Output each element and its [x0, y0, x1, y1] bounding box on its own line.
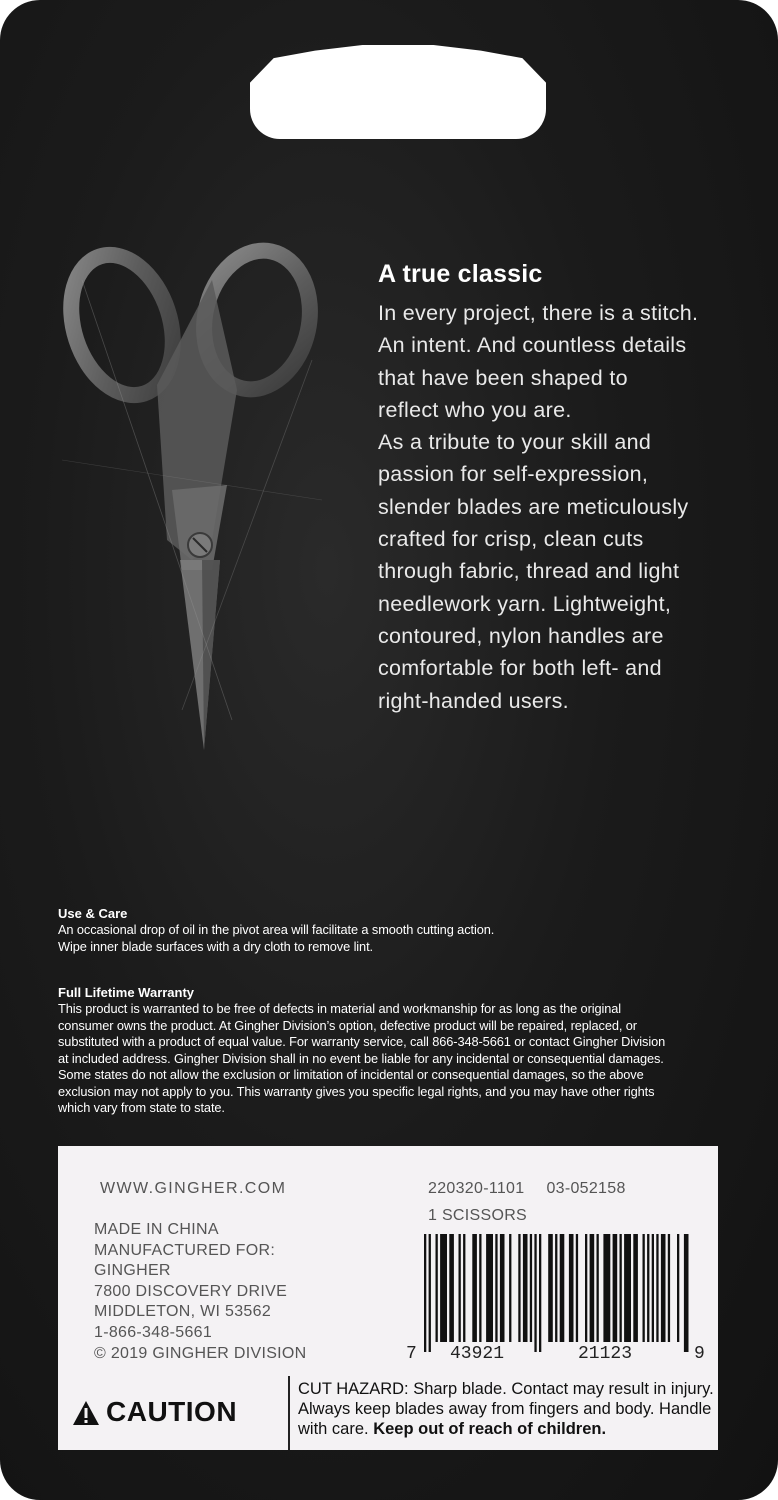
- description-line: needlework yarn. Lightweight,: [378, 591, 672, 616]
- description-paragraph-2: [378, 426, 738, 717]
- address-line: MADE IN CHINA: [94, 1221, 219, 1238]
- barcode-bar: [633, 1234, 638, 1342]
- barcode-bar: [534, 1234, 536, 1352]
- description-line: An intent. And countless details: [378, 333, 687, 358]
- description-line: As a tribute to your skill and: [378, 430, 652, 455]
- description-line: that have been shaped to: [378, 365, 628, 390]
- barcode-bar: [424, 1234, 426, 1352]
- warranty-line: exclusion may not apply to you. This warranty gives you specific legal rights, and you may have other rights: [58, 1083, 655, 1099]
- barcode-bar: [585, 1234, 587, 1342]
- description-line: In every project, there is a stitch.: [378, 301, 699, 325]
- barcode-bar: [440, 1234, 447, 1342]
- use-care-section: [58, 906, 748, 955]
- barcode-bar: [436, 1234, 438, 1342]
- hang-hole: [250, 45, 546, 139]
- manufacturer-address: [94, 1220, 307, 1364]
- barcode-digit-group: 43921: [450, 1344, 505, 1364]
- barcode-bar: [590, 1234, 595, 1342]
- caution-message: [288, 1376, 718, 1450]
- product-description: [378, 297, 738, 717]
- address-line: © 2019 GINGHER DIVISION: [94, 1344, 307, 1362]
- barcode-bar: [555, 1234, 557, 1342]
- barcode-bar: [472, 1234, 477, 1342]
- address-line: 1-866-348-5661: [94, 1323, 213, 1341]
- barcode-digit-group: 7: [406, 1344, 417, 1364]
- address-line: GINGHER: [94, 1262, 171, 1280]
- address-line: MIDDLETON, WI 53562: [94, 1303, 272, 1321]
- barcode-bar: [539, 1234, 541, 1352]
- warning-triangle-icon: [72, 1400, 100, 1426]
- address-line: MANUFACTURED FOR:: [94, 1241, 276, 1259]
- barcode-bar: [576, 1234, 578, 1342]
- barcode-bar: [548, 1234, 553, 1342]
- description-line: contoured, nylon handles are: [378, 623, 664, 648]
- description-paragraph-1: [378, 297, 738, 426]
- warranty-line: which vary from state to state.: [58, 1100, 225, 1115]
- warranty-line: Some states do not allow the exclusion or limitation of incidental or consequential damages, so the above: [58, 1067, 644, 1082]
- use-care-text: [58, 922, 748, 955]
- description-line: comfortable for both left- and: [378, 656, 662, 681]
- barcode-bar: [620, 1234, 622, 1342]
- warranty-title: Full Lifetime Warranty: [58, 985, 195, 1000]
- caution-message-text: CUT HAZARD: Sharp blade. Contact may result in injury. Always keep blades away from fingers and body. Handle with care.: [298, 1380, 714, 1438]
- description-line: crafted for crisp, clean cuts: [378, 527, 644, 552]
- use-care-line: Wipe inner blade surfaces with a dry cloth to remove lint.: [58, 938, 373, 954]
- barcode-bar: [668, 1234, 670, 1342]
- barcode-bar: [486, 1234, 493, 1342]
- use-care-title: Use & Care: [58, 906, 128, 921]
- description-line: through fabric, thread and light: [378, 559, 680, 584]
- description-line: reflect who you are.: [378, 397, 572, 422]
- barcode-bar: [495, 1234, 497, 1342]
- barcode-bar: [500, 1234, 505, 1342]
- barcode-bar: [530, 1234, 532, 1342]
- warranty-line: substituted with a product of equal value. For warranty service, call 866-348-5661 or contact Gingher Division: [58, 1034, 666, 1049]
- barcode-bar: [463, 1234, 465, 1342]
- product-code-1: 220320-1101: [428, 1180, 525, 1197]
- headline: A true classic: [378, 260, 543, 288]
- barcode-bar: [429, 1234, 431, 1352]
- barcode-digits: [406, 1344, 706, 1366]
- description-line: passion for self-expression,: [378, 462, 649, 487]
- barcode-digit-group: 21123: [578, 1344, 633, 1364]
- caution-box: [58, 1376, 718, 1450]
- description-line: slender blades are meticulously: [378, 494, 689, 519]
- warranty-line: at included address. Gingher Division shall in no event be liable for any incidental or consequential damages.: [58, 1050, 664, 1066]
- warranty-line: This product is warranted to be free of defects in material and workmanship for as long as the original: [58, 1001, 622, 1016]
- warranty-section: [58, 985, 748, 1117]
- barcode-bar: [661, 1234, 666, 1342]
- use-care-line: An occasional drop of oil in the pivot area will facilitate a smooth cutting action.: [58, 922, 495, 937]
- product-label-panel: [58, 1146, 718, 1376]
- barcode-bar: [643, 1234, 645, 1342]
- package-quantity: 1 SCISSORS: [428, 1207, 528, 1224]
- barcode-bar: [624, 1234, 631, 1342]
- barcode-bar: [603, 1234, 610, 1342]
- barcode-bar: [523, 1234, 528, 1342]
- website-url: WWW.GINGHER.COM: [100, 1180, 287, 1197]
- barcode-bar: [597, 1234, 599, 1342]
- barcode-bar: [518, 1234, 520, 1342]
- caution-message-bold: Keep out of reach of children.: [373, 1420, 607, 1438]
- warranty-line: consumer owns the product. At Gingher Division’s option, defective product will be repaired, replaced, or: [58, 1017, 637, 1033]
- upc-barcode: [410, 1234, 702, 1354]
- address-line: 7800 DISCOVERY DRIVE: [94, 1282, 288, 1300]
- barcode-bar: [656, 1234, 658, 1342]
- barcode-bar: [652, 1234, 654, 1342]
- description-line: right-handed users.: [378, 688, 569, 713]
- barcode-bar: [560, 1234, 565, 1342]
- barcode-digit-group: 9: [694, 1344, 705, 1364]
- barcode-bar: [449, 1234, 454, 1342]
- product-code-2: 03-052158: [546, 1180, 626, 1197]
- barcode-bar: [647, 1234, 649, 1342]
- caution-label-area: [58, 1376, 288, 1450]
- warranty-text: [58, 1001, 748, 1117]
- barcode-bar: [509, 1234, 511, 1342]
- caution-label: CAUTION: [106, 1396, 238, 1427]
- scissors-illustration: [62, 240, 332, 760]
- barcode-bar: [677, 1234, 679, 1342]
- barcode-bar: [479, 1234, 481, 1342]
- barcode-bar: [569, 1234, 574, 1342]
- barcode-bar: [684, 1234, 689, 1352]
- barcode-bar: [459, 1234, 461, 1342]
- barcode-bar: [613, 1234, 618, 1342]
- product-codes: [428, 1180, 626, 1198]
